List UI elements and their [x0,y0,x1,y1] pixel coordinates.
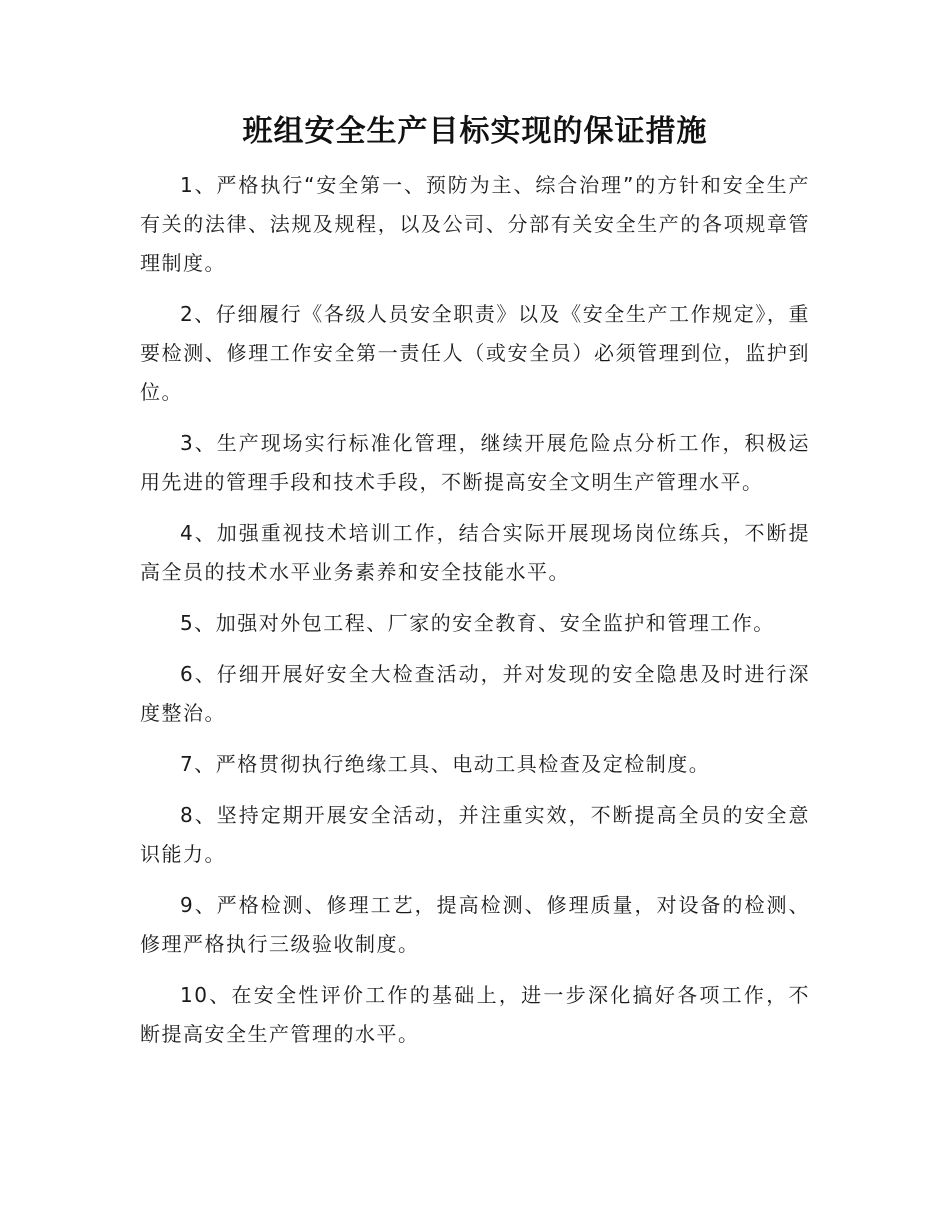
document-body [140,166,810,1066]
paragraph-8: 8、坚持定期开展安全活动，并注重实效，不断提高全员的安全意识能力。 [140,803,810,866]
document-title: 班组安全生产目标实现的保证措施 [242,114,708,149]
paragraph-1: 1、严格执行“安全第一、预防为主、综合治理”的方针和安全生产有关的法律、法规及规程，以及公司、分部有关安全生产的各项规章管理制度。 [140,173,810,275]
paragraph-7: 7、严格贯彻执行绝缘工具、电动工具检查及定检制度。 [180,752,711,776]
paragraph-2: 2、仔细履行《各级人员安全职责》以及《安全生产工作规定》，重要检测、修理工作安全第一责任人（或安全员）必须管理到位，监护到位。 [140,302,810,404]
paragraph-4: 4、加强重视技术培训工作，结合实际开展现场岗位练兵，不断提高全员的技术水平业务素养和安全技能水平。 [140,521,810,584]
paragraph-5: 5、加强对外包工程、厂家的安全教育、安全监护和管理工作。 [180,611,775,635]
paragraph-3: 3、生产现场实行标准化管理，继续开展危险点分析工作，积极运用先进的管理手段和技术手段，不断提高安全文明生产管理水平。 [140,431,810,494]
paragraph-10: 10、在安全性评价工作的基础上，进一步深化搞好各项工作，不断提高安全生产管理的水平。 [140,983,810,1046]
paragraph-6: 6、仔细开展好安全大检查活动，并对发现的安全隐患及时进行深度整治。 [140,662,810,725]
paragraph-9: 9、严格检测、修理工艺，提高检测、修理质量，对设备的检测、修理严格执行三级验收制度。 [140,893,810,956]
